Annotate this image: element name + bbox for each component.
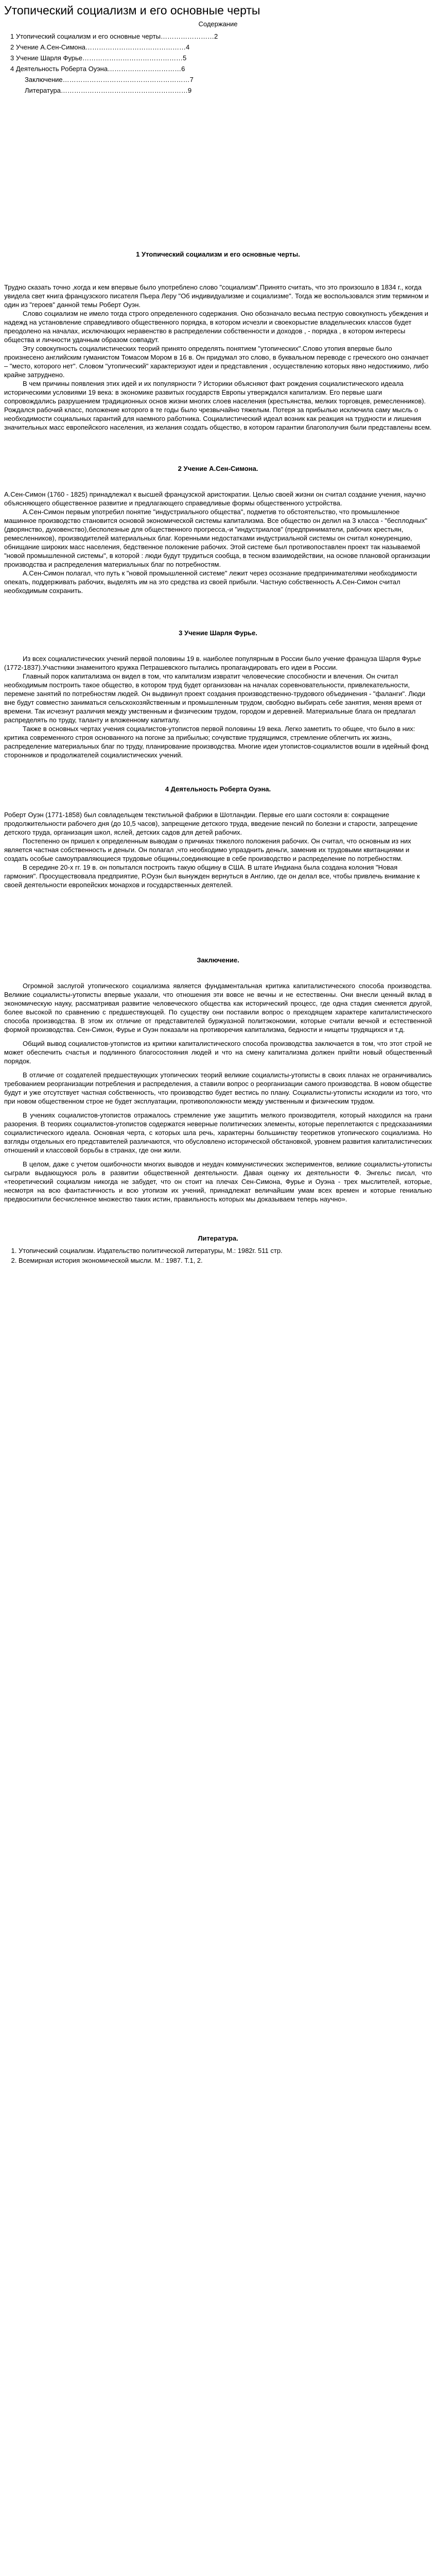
toc-item[interactable]: 1 Утопический социализм и его основные черты……………………2 (10, 32, 218, 40)
paragraph: В целом, даже с учетом ошибочности многих выводов и неудач коммунистических экспериментов, великие социалисты-утописты сыграли выдающуюся роль в развитии общественной деятельности. Давая оценку их деятельности Ф. Энгельс писал, что «теоретический социализм никогда не забудет, что он стоит на плечах Сен-Симона, Фурье и Оуэна - трех мыслителей, которые, несмотря на всю фантастичность и всю утопизм их учений, принадлежат величайшим умам всех времен и которые гениально предвосхитили бесчисленное множество таких истин, правильность которых мы доказываем теперь научно». (4, 1160, 432, 1203)
toc-item[interactable]: 4 Деятельность Роберта Оуэна……………………………6 (10, 64, 185, 73)
table-of-contents (4, 31, 432, 96)
paragraph: А.Сен-Симон полагал, что путь к "новой промышленной системе" лежит через осознание предпринимателями необходимости опекать, поддерживать рабочих, выделять им на это средства из своей прибыли. Частную собственность А.Сен-Симон считал необходимым сохранить. (4, 569, 417, 595)
paragraph: Из всех социалистических учений первой половины 19 в. наиболее популярным в России было учение француза Шарля Фурье (1772-1837).Участники знаменитого кружка Петрашевского пытались пропагандировать его идеи в России. (4, 654, 421, 671)
literature-item: 1. Утопический социализм. Издательство политической литературы, М.: 1982г. 511 стр. (19, 1246, 432, 1255)
conclusion-body (4, 981, 432, 1204)
conclusion-heading: Заключение. (197, 956, 239, 964)
paragraph: Также в основных чертах учения социалистов-утопистов первой половины 19 века. Легко заметить то общее, что было в них: критика современного строя основанного на погоне за прибылью; сочувствие трудящимся, стремление облегчить их жизнь, распределение материальных благ по труду, планирование производства. Многие идеи утопистов-социалистов вошли в идейный фонд сторонников и продолжателей социалистических учений. (4, 724, 429, 759)
toc-item[interactable]: Заключение…………………………………………………7 (25, 75, 194, 83)
literature-item: 2. Всемирная история экономической мысли. М.: 1987. Т.1, 2. (19, 1256, 432, 1265)
section-body (4, 490, 432, 595)
document-page (0, 0, 436, 1265)
section-body (4, 810, 432, 889)
paragraph: В чем причины появления этих идей и их популярности ? Историки объясняют факт рождения социалистического идеала историческими условиями 19 века: в экономике развитых государств Европы утверждался капитализм. Его первые шаги сопровождались разрушением традиционных основ жизни многих слоев населения (крестьянства, мелких торговцев, ремесленников). Рождался рабочий класс, положение которого в те годы было чрезвычайно тяжелым. Потеря за прибылью исключила саму мысль о необходимости социальных гарантий для наемного работника. Социалистический идеал возник как реакция на трудности и лишения значительных масс европейского населения, из желания создать общество, в котором гарантии благополучия были представлены всем. (4, 379, 432, 431)
paragraph: А.Сен-Симон первым употребил понятие "индустриального общества", подметив то обстоятельство, что промышленное машинное производство становится основой экономической системы капитализма. Все общество он делил на 3 класса - "бесплодных" (дворянство, духовенство),бесполезные для общественного прогресса,-и "индустриалов" (предприниматели, рабочих крестьян, ремесленников), производителей материальных благ. Коренными недостатками индустриальной системы он считал конкуренцию, обнищание широких масс населения, бедственное положение рабочих. Этой системе был противопоставлен проект так называемой "новой промышленной системы", в которой : люди будут трудиться сообща, в тесном взаимодействии, на основе плановой организации производства и распределения материальных благ по потребностям. (4, 507, 430, 568)
paragraph: В середине 20-х гг. 19 в. он попытался построить такую общину в США. В штате Индиана была создана колония "Новая гармония". Просуществовала предприятие, Р.Оуэн был вынужден вернуться в Англию, где он делал все, чтобы привлечь внимание к своей деятельности европейских монархов и государственных деятелей. (4, 863, 420, 889)
document-title: Утопический социализм и его основные черты (4, 4, 260, 17)
section-heading: 3 Учение Шарля Фурье. (179, 629, 257, 637)
paragraph: Главный порок капитализма он видел в том, что капитализм извратит человеческие способности и влечения. Он считал необходимым построить такое общество, в котором труд будет организован на началах соревновательности, привлекательности, переменe занятий по потребностям людей. Он выдвинул проект создания производственно-трудового объединения - "фаланги". Люди вне будут совместно заниматься сельскохозяйственным и промышленным трудом, свободно выбирать себе занятия, меняя время от времени. Так исчезнут различия между умственным и физическим трудом, городом и деревней. Материальные блага он предлагал распределять по труду, таланту и вложенному капиталу. (4, 672, 426, 724)
paragraph: В отличие от создателей предшествующих утопических теорий великие социалисты-утописты в своих планах не ограничивались требованием реорганизации потребления и распределения, а ставили вопрос о реорганизации самого производства. В новом обществе будут и уже отсутствует частная собственность, что производство будет вестись по плану. Социалисты-утописты исходили из того, что при новом общественном строе не будет эксплуатации, противоположности между умственным и физическим трудом. (4, 1071, 432, 1105)
toc-item[interactable]: 3 Учение Шарля Фурье………………………………………5 (10, 54, 187, 62)
paragraph: Огромной заслугой утопического социализма является фундаментальная критика капиталистического способа производства. Великие социалисты-утописты впервые указали, что отношения эти вовсе не вечны и не естественны. Они внесли ценный вклад в экономическую науку, рассматривая развитие человеческого общества как исторический процесс, где одна стадия сменяется другой, более высокой по сравнению с предшествующей. По существу они поставили вопрос о преходящем характере капиталистического способа производства. В этом их отличие от представителей буржуазной политэкономии, которые считали вечной и естественной формой производства. Сен-Симон, Фурье и Оуэн показали на противоречия капитализма, бедности и нищеты трудящихся и т.д. (4, 981, 432, 1033)
paragraph: Слово социализм не имело тогда строго определенного содержания. Оно обозначало весьма пеструю совокупность убеждения и надежд на установление справедливого общественного порядка, в котором исчезли и своекорыстие владельческих классов будет преодолено на началах, исключающих неравенство в распределении собственности и доходов , - порядка , в котором интересы общества и личности удачным образом совпадут. (4, 309, 428, 344)
paragraph: Трудно сказать точно ,когда и кем впервые было употреблено слово "социализм".Принято считать, что это произошло в 1834 г., когда увидела свет книга французского писателя Пьера Леру "Об индивидуализме и социализме". Тогда же воспользовался этим термином и один из "героев" данной темы Роберт Оуэн. (4, 283, 429, 309)
paragraph: Эту совокупность социалистических теорий принято определять понятием "утопических".Слово утопия впервые было произнесено английским гуманистом Томасом Мором в 16 в. Он придумал это слово, в буквальном переводе с греческого оно означает – "место, которого нет". Словом "утопический" характеризуют идеи и представления , осуществлению которых явно недостижимо, либо крайне затруднено. (4, 344, 429, 379)
literature-heading: Литература. (198, 1234, 238, 1242)
paragraph: В учениях социалистов-утопистов отражалось стремление уже защитить мелкого производителя, который находился на грани разорения. В теориях социалистов-утопистов содержатся неверные политических элементы, которые переплетаются с предсказаниями социалистического идеала. Основная черта, с которых шла речь, характерны большинству теоретиков утопического социализма. Но взгляды отдельных его представителей различаются, что обусловлено исторической обстановкой, уровнем развития капиталистических отношений и классовой борьбы в странах, где они жили. (4, 1111, 432, 1154)
section-heading: 4 Деятельность Роберта Оуэна. (165, 785, 271, 793)
section-body (4, 654, 432, 759)
toc-item[interactable]: Литература…………………………………………………9 (25, 86, 192, 94)
section-body (4, 283, 432, 432)
paragraph: А.Сен-Симон (1760 - 1825) принадлежал к высшей французской аристократии. Целью своей жизни он считал создание учения, научно объясняющего общественное развитие и предлагающего справедливые формы общественного устройства. (4, 490, 426, 507)
toc-item[interactable]: 2 Учение А.Сен-Симона………………………………………4 (10, 43, 190, 51)
paragraph: Постепенно он пришел к определенным выводам о причинах тяжелого положения рабочих. Он считал, что основным из них является частная собственность и деньги. Он полагал ,что необходимо упразднить деньги, заменив их трудовыми квитанциями и создать особые самоуправляющиеся трудовые общины,соединяющие в себе производство и распределение по потребностям. (4, 837, 411, 862)
paragraph: Роберт Оуэн (1771-1858) был совладельцем текстильной фабрики в Шотландии. Первые его шаги состояли в: сокращение продолжительности рабочего дня (до 10,5 часов), запрещение детского труда, введение пенсий по болезни и старости, запрещение детского труда, организация школ, яслей, детских садов для детей рабочих. (4, 810, 418, 836)
paragraph: Общий вывод социалистов-утопистов из критики капиталистического способа производства заключается в том, что этот строй не может обеспечить счастья и подлинного благосостояния людей и что на смену капитализма должен прийти новый общественный порядок. (4, 1039, 432, 1065)
section-heading: 2 Учение А.Сен-Симона. (178, 464, 258, 472)
section-heading: 1 Утопический социализм и его основные черты. (136, 250, 300, 258)
literature-list (4, 1246, 432, 1265)
toc-heading: Содержание (198, 20, 238, 28)
